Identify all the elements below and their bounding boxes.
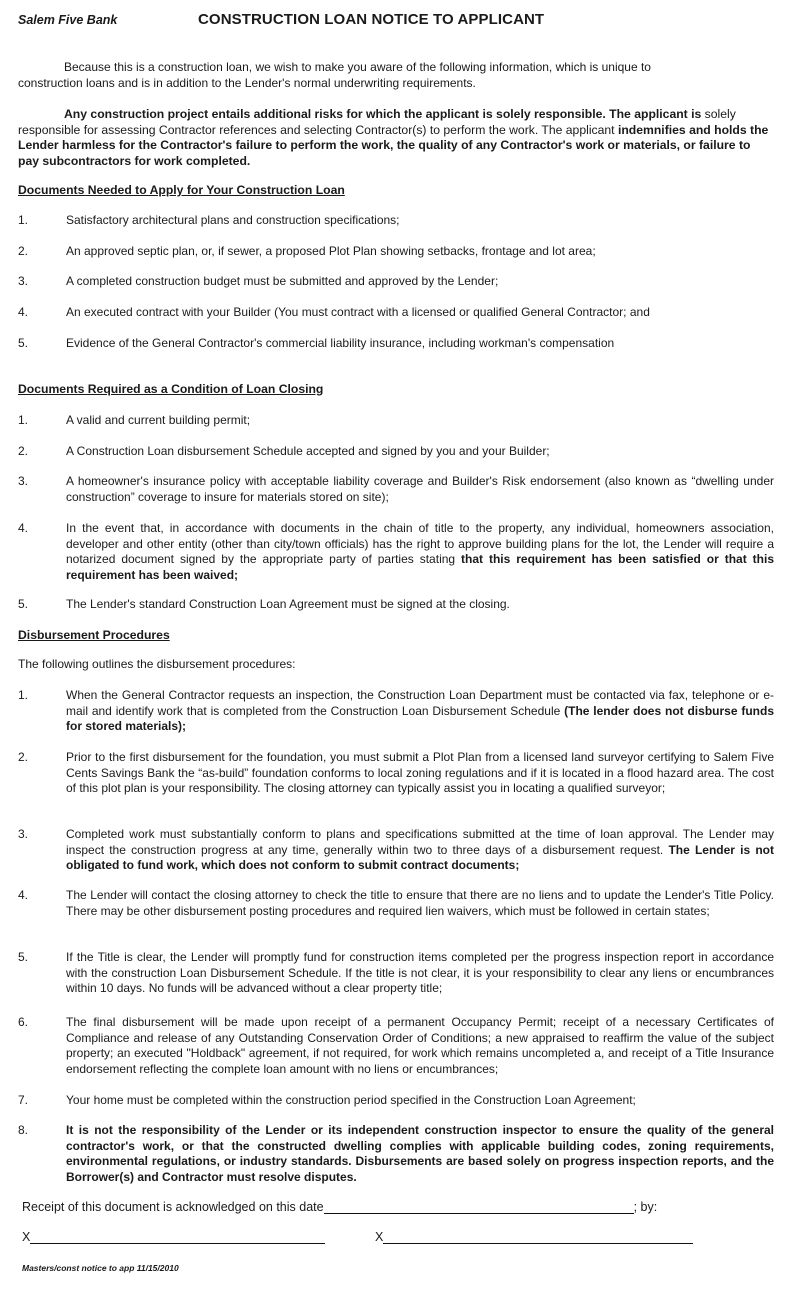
disbursement-item [18,888,774,919]
signature-field-2[interactable] [383,1229,693,1244]
item-text-bold: (The lender does not disburse funds for stored materials); [66,703,774,733]
item-number: 3. [18,274,29,288]
item-number: 1. [18,413,29,427]
item-text: Prior to the first disbursement for the foundation, you must submit a Plot Plan from a licensed land surveyor certifying to Salem Five Cents Savings Bank the “as-build” foundation conforms to local zoning regulations and if it is located in a flood hazard area. The cost of this plot plan is your responsibility. The closing attorney can typically assist you in locating a qualified surveyor; [66,750,774,795]
apply-item [18,305,774,321]
item-text: A Construction Loan disbursement Schedule accepted and signed by you and your Builder; [66,444,550,458]
disbursement-item [18,1015,774,1077]
item-text: A completed construction budget must be submitted and approved by the Lender; [66,274,499,288]
item-text-bold: that this requirement has been satisfied or that this requirement has been waived; [66,552,774,582]
closing-item [18,474,774,505]
section-heading-closing: Documents Required as a Condition of Loan Closing [18,382,324,396]
closing-item [18,597,774,613]
item-text: An executed contract with your Builder (You must contract with a licensed or qualified General Contractor; and [66,305,650,319]
intro-text: Because this is a construction loan, we wish to make you aware of the following information, which is unique to construction loans and is in addition to the Lender's normal underwriting requirements. [18,60,651,90]
section-heading-apply: Documents Needed to Apply for Your Construction Loan [18,183,345,197]
item-number: 2. [18,750,29,764]
signature-row-2 [375,1229,693,1244]
item-text: A valid and current building permit; [66,413,251,427]
item-text [66,521,774,583]
item-text: It is not the responsibility of the Lender or its independent construction inspector to ensure the quality of the general contractor's work, or that the constructed dwelling complies with applicable building codes, zoning requirements, environmental regulations, or industry standards. Disbursements are based solely on progress inspection reports, and the Borrower(s) and Contractor must resolve disputes. [66,1123,774,1184]
item-number: 8. [18,1123,29,1137]
item-text-normal: In the event that, in accordance with documents in the chain of title to the property, any individual, homeowners association, developer and other entity (other than city/town officials) has the right to approve building plans for the lot, the Lender will require a notarized document signed by the appropriate party of parties stating [66,521,774,566]
warning-text-2: solely responsible for assessing Contractor references and selecting Contractor(s) to perform the work. The applicant [18,107,736,137]
apply-item [18,213,774,229]
document-title: CONSTRUCTION LOAN NOTICE TO APPLICANT [198,11,545,28]
item-text: The Lender's standard Construction Loan Agreement must be signed at the closing. [66,597,510,611]
closing-item [18,444,774,460]
item-number: 2. [18,444,29,458]
section-heading-disbursement: Disbursement Procedures [18,628,170,642]
disbursement-item [18,750,774,797]
item-text: An approved septic plan, or, if sewer, a proposed Plot Plan showing setbacks, frontage and lot area; [66,244,596,258]
signature-field-1[interactable] [30,1229,325,1244]
item-text: A homeowner's insurance policy with acceptable liability coverage and Builder's Risk endorsement (also known as “dwelling under construction” coverage to insure for materials stored on site); [66,474,774,504]
disbursement-item [18,1093,774,1109]
item-text: The final disbursement will be made upon receipt of a permanent Occupancy Permit; receipt of a necessary Certificates of Compliance and release of any Outstanding Conservation Order of Conditions; a new appraised to reaffirm the value of the subject property; an executed "Holdback" agreement, if not required, for work which remains uncompleted a, and receipt of a Title Insurance endorsement reflecting the complete loan amount with no liens or encumbrances; [66,1015,774,1076]
item-number: 3. [18,474,29,488]
closing-item [18,521,774,583]
item-number: 7. [18,1093,29,1107]
item-number: 5. [18,597,29,611]
warning-text-1: Any construction project entails additional risks for which the applicant is solely responsible. The applicant is [64,107,705,121]
item-number: 1. [18,688,29,702]
receipt-suffix: ; by: [633,1200,658,1214]
item-text: Your home must be completed within the construction period specified in the Construction Loan Agreement; [66,1093,636,1107]
disbursement-item [18,1123,774,1185]
intro-paragraph [18,60,718,91]
item-text [66,688,774,735]
item-text-normal: Completed work must substantially conform to plans and specifications submitted at the time of loan approval. The Lender may inspect the construction progress at any time, generally within two to three days of a disbursement request. [66,827,774,857]
disbursement-item [18,827,774,874]
item-number: 3. [18,827,29,841]
item-text [66,827,774,874]
warning-paragraph [18,107,774,169]
date-field[interactable] [324,1199,634,1214]
item-text: Satisfactory architectural plans and construction specifications; [66,213,400,227]
warning-text-3: indemnifies and holds the Lender harmless for the Contractor's failure to perform the work, the quality of any Contractor's work or materials, or failure to pay subcontractors for work completed. [18,122,769,168]
item-number: 5. [18,950,29,964]
item-text-bold: The Lender is not obligated to fund work, which does not conform to submit contract documents; [66,842,774,872]
signature-row-1 [22,1229,325,1244]
item-number: 2. [18,244,29,258]
signature-mark: X [22,1230,31,1244]
item-number: 1. [18,213,29,227]
footer-note: Masters/const notice to app 11/15/2010 [22,1263,179,1273]
item-number: 6. [18,1015,29,1029]
item-text: The Lender will contact the closing attorney to check the title to ensure that there are no liens and to update the Lender's Title Policy. There may be other disbursement posting procedures and required lien waivers, which must be followed in certain states; [66,888,774,918]
apply-item [18,244,774,260]
bank-name: Salem Five Bank [18,13,118,27]
apply-item [18,274,774,290]
item-number: 4. [18,888,29,902]
receipt-row [22,1199,657,1214]
apply-item [18,336,774,352]
disbursement-lead: The following outlines the disbursement procedures: [18,657,296,671]
item-number: 5. [18,336,29,350]
item-number: 4. [18,305,29,319]
item-text: If the Title is clear, the Lender will promptly fund for construction items completed per the progress inspection report in accordance with the construction Loan Disbursement Schedule. If the title is not clear, it is your responsibility to clear any liens or encumbrances within 10 days. No funds will be advanced without a clear property title; [66,950,774,995]
receipt-label: Receipt of this document is acknowledged on this date [22,1200,324,1214]
closing-item [18,413,774,429]
item-number: 4. [18,521,29,535]
signature-mark: X [375,1230,384,1244]
disbursement-item [18,950,774,997]
item-text-normal: When the General Contractor requests an inspection, the Construction Loan Department must be contacted via fax, telephone or e-mail and identify work that is completed from the Construction Loan Disbursement Schedule [66,688,774,718]
disbursement-item [18,688,774,735]
item-text: Evidence of the General Contractor's commercial liability insurance, including workman's compensation [66,336,615,350]
